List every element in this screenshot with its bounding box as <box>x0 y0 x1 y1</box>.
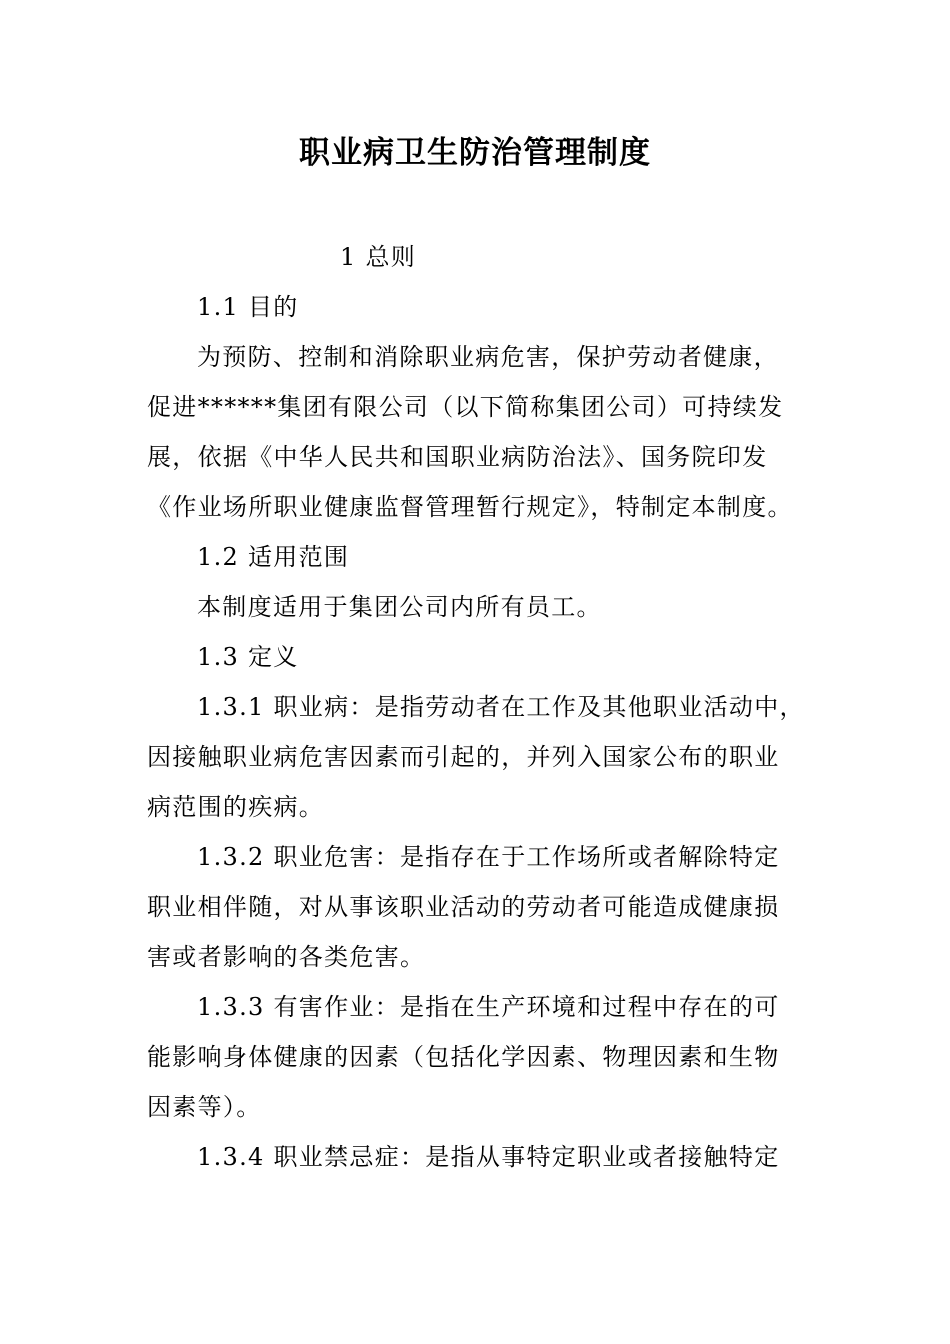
paragraph-occupational-disease <box>147 682 809 832</box>
text-line: 因接触职业病危害因素而引起的，并列入国家公布的职业 <box>147 743 780 771</box>
text-line: 因素等）。 <box>147 1093 262 1121</box>
text-line: 展，依据《中华人民共和国职业病防治法》、国务院印发 <box>147 443 768 471</box>
text-line: 害或者影响的各类危害。 <box>147 943 426 971</box>
text-line: 1.3.4 职业禁忌症：是指从事特定职业或者接触特定 <box>197 1143 780 1171</box>
text-line: 能影响身体健康的因素（包括化学因素、物理因素和生物 <box>147 1043 780 1071</box>
text-line: 为预防、控制和消除职业病危害，保护劳动者健康， <box>197 343 779 371</box>
heading-scope: 1.2 适用范围 <box>197 543 350 571</box>
paragraph-scope: 本制度适用于集团公司内所有员工。 <box>197 593 602 621</box>
document-body <box>147 232 809 1182</box>
paragraph-occupational-hazard <box>147 832 809 982</box>
paragraph-purpose <box>147 332 809 532</box>
text-line: 1.3.1 职业病：是指劳动者在工作及其他职业活动中， <box>197 693 805 721</box>
text-line: 促进******集团有限公司（以下简称集团公司）可持续发 <box>147 393 784 421</box>
document-title: 职业病卫生防治管理制度 <box>299 135 651 171</box>
heading-purpose: 1.1 目的 <box>197 293 299 321</box>
paragraph-contraindication <box>147 1132 809 1182</box>
text-line: 1.3.3 有害作业：是指在生产环境和过程中存在的可 <box>197 993 780 1021</box>
text-line: 1.3.2 职业危害：是指存在于工作场所或者解除特定 <box>197 843 780 871</box>
heading-definitions: 1.3 定义 <box>197 643 299 671</box>
text-line: 职业相伴随，对从事该职业活动的劳动者可能造成健康损 <box>147 893 780 921</box>
paragraph-hazardous-work <box>147 982 809 1132</box>
text-line: 《作业场所职业健康监督管理暂行规定》，特制定本制度。 <box>147 493 793 521</box>
section-heading-general: 1 总则 <box>340 243 417 271</box>
text-line: 病范围的疾病。 <box>147 793 325 821</box>
